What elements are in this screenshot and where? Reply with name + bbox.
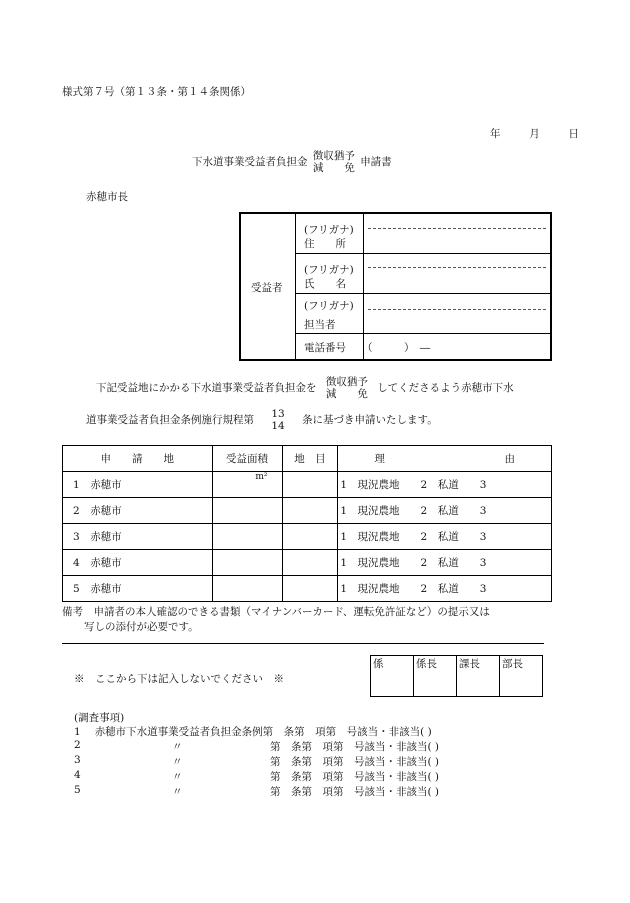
phone-field[interactable]: （ ） ― xyxy=(362,342,431,354)
ditto-mark: 〃 xyxy=(172,771,183,783)
title-option-exemption: 減 免 xyxy=(312,162,355,174)
date-line xyxy=(490,126,579,141)
land-category-cell[interactable] xyxy=(282,576,338,602)
statement-text-4: 条に基づき申請いたします。 xyxy=(302,414,438,426)
area-cell[interactable] xyxy=(212,498,282,524)
name-furigana-field[interactable] xyxy=(368,267,546,268)
land-place[interactable]: 赤穂市 xyxy=(90,583,122,595)
name-furigana-label: (フリガナ) xyxy=(304,264,354,276)
title-option-deferral: 徴収猶予 xyxy=(312,150,355,162)
land-category-cell[interactable] xyxy=(282,550,338,576)
table-row: 2 赤穂市 1 現況農地 2 私道 3 xyxy=(63,498,552,524)
phone-row xyxy=(296,334,550,359)
contact-row xyxy=(296,294,550,334)
area-cell[interactable] xyxy=(212,550,282,576)
article-14: 14 xyxy=(271,420,285,432)
area-unit[interactable]: m² xyxy=(212,472,282,498)
office-use-notice: ※ ここから下は記入しないでください ※ xyxy=(74,673,284,685)
applicant-label: 受益者 xyxy=(251,282,283,294)
divider xyxy=(62,643,544,644)
land-place[interactable]: 赤穂市 xyxy=(90,505,122,517)
reason-cell[interactable]: 1 現況農地 2 私道 3 xyxy=(338,550,552,576)
land-place[interactable]: 赤穂市 xyxy=(90,531,122,543)
approval-stamp-table xyxy=(370,655,543,697)
table-header-row xyxy=(63,446,552,472)
survey-row-5: 5 〃 第 条第 項第 号該当・非該当( ) xyxy=(74,784,440,798)
statement-text-2: してくださるよう赤穂市下水 xyxy=(377,382,514,394)
article-13: 13 xyxy=(271,408,285,420)
table-row: 3 赤穂市 1 現況農地 2 私道 3 xyxy=(63,524,552,550)
address-row xyxy=(296,214,550,254)
survey-row-1: 1 赤穂市下水道事業受益者負担金条例第 条第 項第 号該当・非該当( ) xyxy=(74,726,432,738)
statement-option-deferral: 徴収猶予 xyxy=(325,376,368,388)
land-place[interactable]: 赤穂市 xyxy=(90,557,122,569)
phone-label: 電話番号 xyxy=(304,342,346,354)
application-land-table xyxy=(62,445,552,602)
table-row: 5 赤穂市 1 現況農地 2 私道 3 xyxy=(63,576,552,602)
land-category-cell[interactable] xyxy=(282,524,338,550)
header-reason-2: 由 xyxy=(448,446,552,472)
reason-cell[interactable]: 1 現況農地 2 私道 3 xyxy=(338,524,552,550)
address-furigana-label: (フリガナ) xyxy=(304,224,354,236)
statement-text-1: 下記受益地にかかる下水道事業受益者負担金を xyxy=(96,382,317,394)
header-area: 受益面積 xyxy=(212,446,282,472)
page-title xyxy=(192,150,392,174)
name-field[interactable] xyxy=(368,280,546,290)
survey-text[interactable]: 第 条第 項第 号該当・非該当( ) xyxy=(270,786,440,798)
date-year: 年 xyxy=(490,128,501,140)
note-line-1: 備考 申請者の本人確認のできる書類（マイナンバーカード、運転免許証など）の提示又は xyxy=(62,606,490,618)
survey-text[interactable]: 第 条第 項第 号該当・非該当( ) xyxy=(270,771,440,783)
header-land-category: 地 目 xyxy=(282,446,338,472)
survey-row-2: 2 〃 第 条第 項第 号該当・非該当( ) xyxy=(74,739,440,753)
date-day: 日 xyxy=(568,128,579,140)
land-place[interactable]: 赤穂市 xyxy=(90,479,122,491)
stamp-section-manager[interactable]: 課長 xyxy=(457,656,500,697)
stamp-department-head[interactable]: 部長 xyxy=(500,656,543,697)
statement-line-2 xyxy=(86,408,438,432)
header-reason-1: 理 xyxy=(338,446,448,472)
table-row: 1 赤穂市 m² 1 現況農地 2 私道 3 xyxy=(63,472,552,498)
statement-line-1 xyxy=(96,376,514,400)
name-label: 氏 名 xyxy=(304,278,346,290)
survey-text[interactable]: 第 条第 項第 号該当・非該当( ) xyxy=(270,741,440,753)
reason-cell[interactable]: 1 現況農地 2 私道 3 xyxy=(338,576,552,602)
name-row xyxy=(296,254,550,294)
title-prefix: 下水道事業受益者負担金 xyxy=(192,156,308,168)
land-category-cell[interactable] xyxy=(282,498,338,524)
ditto-mark: 〃 xyxy=(172,786,183,798)
statement-text-3: 道事業受益者負担金条例施行規程第 xyxy=(86,414,254,426)
form-number: 様式第７号（第１３条・第１４条関係） xyxy=(62,86,251,98)
ditto-mark: 〃 xyxy=(172,741,183,753)
contact-furigana-field[interactable] xyxy=(368,309,546,310)
reason-cell[interactable]: 1 現況農地 2 私道 3 xyxy=(338,498,552,524)
survey-heading: (調査事項) xyxy=(74,712,125,724)
title-suffix: 申請書 xyxy=(360,156,392,168)
applicant-label-cell xyxy=(241,214,296,359)
survey-text[interactable]: 第 条第 項第 号該当・非該当( ) xyxy=(270,756,440,768)
ditto-mark: 〃 xyxy=(172,756,183,768)
address-label: 住 所 xyxy=(304,238,346,250)
survey-row-3: 3 〃 第 条第 項第 号該当・非該当( ) xyxy=(74,754,440,768)
contact-field[interactable] xyxy=(368,320,546,330)
land-category-cell[interactable] xyxy=(282,472,338,498)
area-cell[interactable] xyxy=(212,524,282,550)
address-furigana-field[interactable] xyxy=(368,228,546,229)
header-land: 申 請 地 xyxy=(63,446,213,472)
survey-text[interactable]: 赤穂市下水道事業受益者負担金条例第 条第 項第 号該当・非該当( ) xyxy=(94,726,432,738)
table-row: 4 赤穂市 1 現況農地 2 私道 3 xyxy=(63,550,552,576)
stamp-staff[interactable]: 係 xyxy=(371,656,414,697)
applicant-box xyxy=(239,212,552,361)
date-month: 月 xyxy=(529,128,540,140)
reason-cell[interactable]: 1 現況農地 2 私道 3 xyxy=(338,472,552,498)
contact-furigana-label: (フリガナ) xyxy=(304,300,354,312)
note-line-2: 写しの添付が必要です。 xyxy=(84,621,199,633)
statement-option-exemption: 減 免 xyxy=(325,388,368,400)
stamp-chief[interactable]: 係長 xyxy=(414,656,457,697)
address-field[interactable] xyxy=(368,242,546,252)
contact-label: 担当者 xyxy=(304,319,336,331)
survey-row-4: 4 〃 第 条第 項第 号該当・非該当( ) xyxy=(74,769,440,783)
addressee: 赤穂市長 xyxy=(86,191,128,203)
area-cell[interactable] xyxy=(212,576,282,602)
